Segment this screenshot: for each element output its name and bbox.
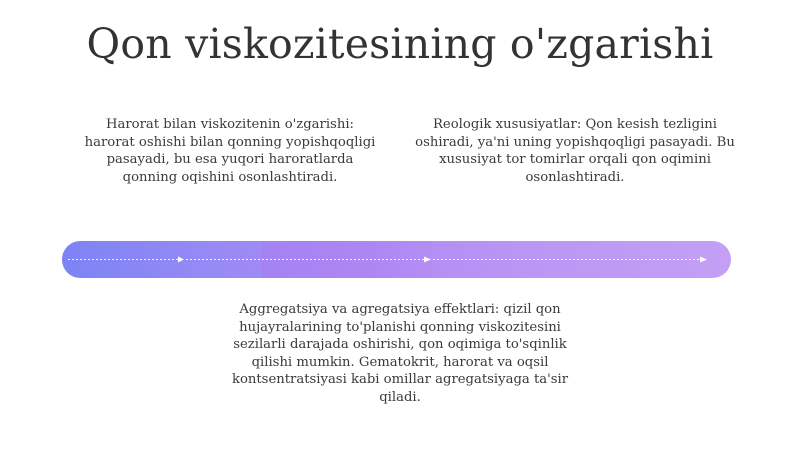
text-block-rheology: Reologik xususiyatlar: Qon kesish tezligini oshiradi, ya'ni uning yopishqoqligi pasayadi. Bu xususiyat tor tomirlar orqali qon oqimini osonlashtiradi.: [415, 117, 735, 185]
timeline-bar: [62, 241, 731, 278]
arrow-right-icon: [178, 257, 184, 263]
arrow-right-icon: [700, 257, 707, 263]
arrow-right-icon: [424, 257, 431, 263]
text-block-aggregation: Aggregatsiya va agregatsiya effektlari: qizil qon hujayralarining to'planishi qonning viskozitesini sezilarli darajada oshirishi, qon oqimiga to'sqinlik qilishi mumkin. Gematokrit, harorat va oqsil kontsentratsiyasi kabi omillar agregatsiyaga ta'sir qiladi.: [231, 302, 569, 405]
slide-title: Qon viskozitesining o'zgarishi: [86, 20, 714, 68]
arrow-track: [62, 241, 731, 278]
text-block-temperature: Harorat bilan viskozitenin o'zgarishi: harorat oshishi bilan qonning yopishqoqligi pasayadi, bu esa yuqori haroratlarda qonning oqishini osonlashtiradi.: [84, 117, 376, 185]
